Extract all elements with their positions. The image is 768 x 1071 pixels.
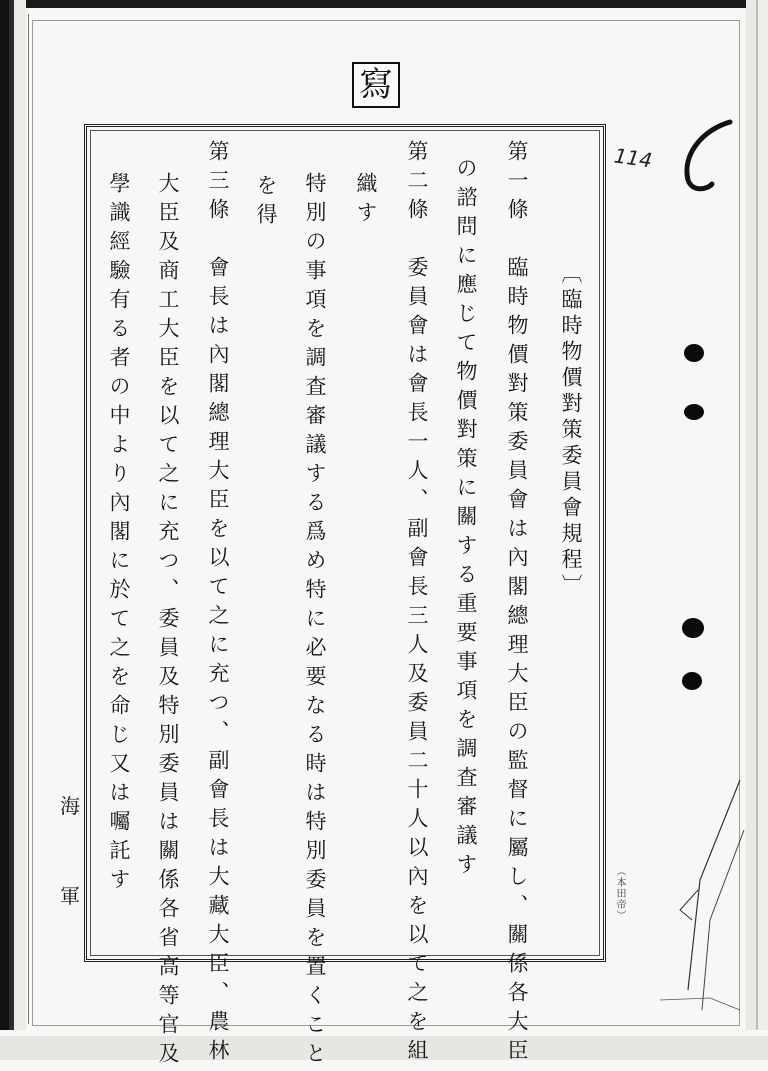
text-column: 學識經驗有る者の中より內閣に於て之を命じ又は囑託す <box>107 172 131 897</box>
punch-hole <box>684 344 704 362</box>
punch-hole <box>682 618 704 638</box>
punch-hole <box>682 672 702 690</box>
text-column: の諮問に應じて物價對策に關する重要事項を調査審議す <box>454 157 478 882</box>
copy-stamp <box>352 62 400 108</box>
text-column: 特別の事項を調査審議する爲め特に必要なる時は特別委員を置くこと <box>303 172 327 1071</box>
pencil-sketch-mark <box>640 760 750 1020</box>
scan-edge-left <box>0 0 26 1060</box>
margin-character: 海 <box>60 794 80 818</box>
text-column: 第二條 委員會は會長一人、副會長三人及委員二十人以內を以て之を組 <box>405 140 429 1068</box>
text-column: 第三條 會長は內閣總理大臣を以て之に充つ、副會長は大藏大臣、農林 <box>206 140 230 1068</box>
text-column: 織す <box>354 172 378 230</box>
binding-line <box>28 14 29 1024</box>
stamp-char: 寫 <box>359 65 393 105</box>
scan-edge-bottom <box>0 1030 768 1060</box>
side-note: （本田帝） <box>614 866 625 921</box>
punch-hole <box>684 404 704 420</box>
handwritten-page-number: 114 <box>612 143 654 173</box>
handwritten-stroke-mark <box>652 110 752 200</box>
margin-character: 軍 <box>60 884 80 908</box>
text-column: を得 <box>254 174 278 232</box>
document-title: 〔臨時物價對策委員會規程〕 <box>559 262 583 600</box>
text-column: 大臣及商工大臣を以て之に充つ、委員及特別委員は關係各省高等官及 <box>156 172 180 1071</box>
text-column: 第一條 臨時物價對策委員會は內閣總理大臣の監督に屬し、關係各大臣 <box>505 140 529 1068</box>
scan-edge-top <box>0 0 768 8</box>
